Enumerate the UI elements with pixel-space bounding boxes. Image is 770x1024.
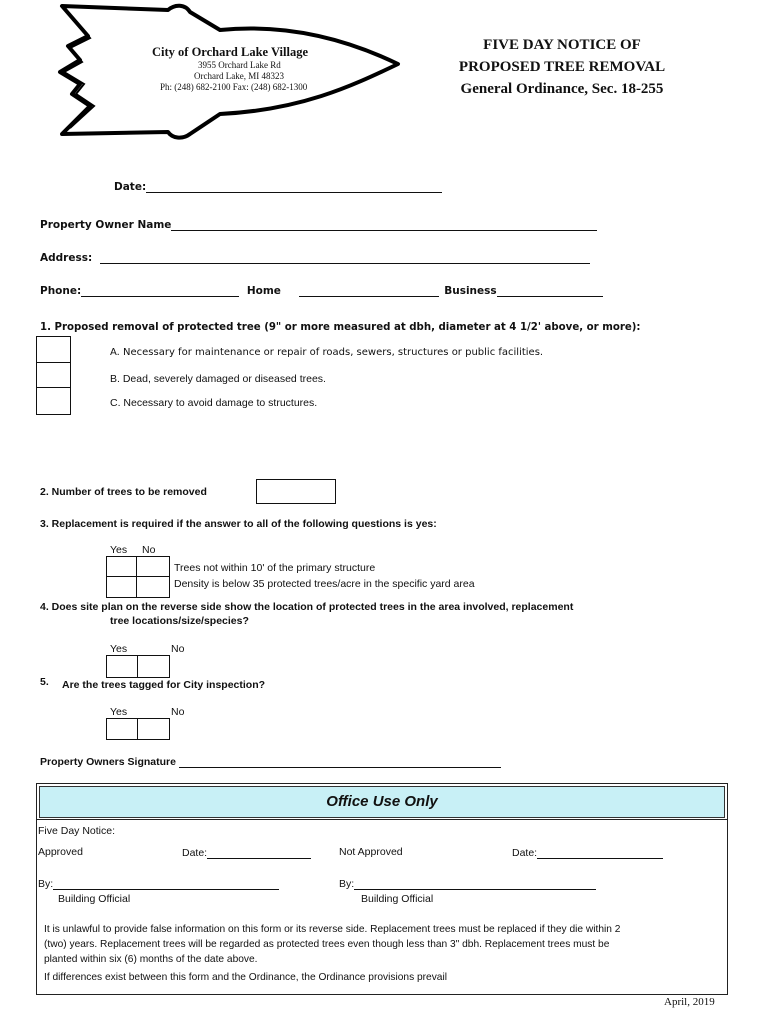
date-field bbox=[114, 180, 442, 193]
q3-row2-no[interactable] bbox=[136, 576, 170, 598]
q3-row1-yes[interactable] bbox=[106, 556, 138, 578]
logo-address-line-2: Orchard Lake, MI 48323 bbox=[194, 71, 284, 81]
phone-label: Phone: bbox=[40, 285, 82, 297]
approved-date-line[interactable] bbox=[207, 846, 311, 859]
title-line-1: FIVE DAY NOTICE OF bbox=[483, 37, 641, 53]
logo-city-name: City of Orchard Lake Village bbox=[152, 45, 309, 59]
q3-row1-text: Trees not within 10' of the primary structure bbox=[174, 562, 376, 574]
footer-date: April, 2019 bbox=[664, 996, 715, 1008]
q4-yes-box[interactable] bbox=[106, 655, 139, 678]
office-notice bbox=[44, 922, 620, 985]
by-line-2[interactable] bbox=[354, 877, 596, 890]
building-official-1: Building Official bbox=[58, 893, 131, 905]
address-field bbox=[40, 251, 590, 264]
home-label: Home bbox=[246, 285, 281, 297]
q3-no-header: No bbox=[142, 544, 156, 556]
phone-field bbox=[40, 284, 603, 297]
home-line[interactable] bbox=[299, 284, 439, 297]
building-official-2: Building Official bbox=[361, 893, 434, 905]
date-label: Date: bbox=[114, 181, 147, 193]
q2-number-input[interactable] bbox=[256, 479, 336, 504]
q3-label: 3. Replacement is required if the answer to all of the following questions is yes: bbox=[40, 518, 437, 530]
q1-option-a: A. Necessary for maintenance or repair of roads, sewers, structures or public facilities. bbox=[110, 347, 544, 358]
owner-line[interactable] bbox=[171, 218, 597, 231]
q4-label-line-1: 4. Does site plan on the reverse side show the location of protected trees in the area involved, replacement bbox=[40, 601, 574, 613]
title-line-2: PROPOSED TREE REMOVAL bbox=[458, 59, 666, 75]
q1-option-b: B. Dead, severely damaged or diseased trees. bbox=[110, 373, 326, 385]
logo-address-line-1: 3955 Orchard Lake Rd bbox=[198, 60, 281, 70]
q4-no-header: No bbox=[171, 643, 185, 655]
q3-row2-text: Density is below 35 protected trees/acre in the specific yard area bbox=[174, 578, 475, 590]
office-separator bbox=[37, 819, 727, 820]
date-line[interactable] bbox=[146, 180, 442, 193]
address-line[interactable] bbox=[100, 251, 590, 264]
notice-line-4: If differences exist between this form and the Ordinance, the Ordinance provisions prevail bbox=[44, 972, 447, 983]
q2-label: 2. Number of trees to be removed bbox=[40, 486, 207, 498]
by-field-2 bbox=[339, 877, 596, 890]
q1-option-c: C. Necessary to avoid damage to structures. bbox=[110, 397, 318, 409]
by-label-2: By: bbox=[339, 878, 355, 890]
q5-no-box[interactable] bbox=[137, 718, 170, 740]
address-label: Address: bbox=[40, 252, 93, 264]
business-label: Business bbox=[444, 285, 497, 297]
approved-date-label: Date: bbox=[182, 847, 208, 859]
q5-no-header: No bbox=[171, 706, 185, 718]
title-line-3: General Ordinance, Sec. 18-255 bbox=[460, 81, 664, 97]
q3-row2-yes[interactable] bbox=[106, 576, 138, 598]
q1-label: 1. Proposed removal of protected tree (9" or more measured at dbh, diameter at 4 1/2' above, or more): bbox=[40, 322, 641, 333]
q4-yes-header: Yes bbox=[110, 643, 128, 655]
q3-row1-no[interactable] bbox=[136, 556, 170, 578]
city-logo bbox=[50, 2, 410, 142]
form-title bbox=[432, 34, 692, 100]
q4-label-line-2: tree locations/size/species? bbox=[110, 615, 249, 627]
notice-line-1: It is unlawful to provide false information on this form or its reverse side. Replacement trees must be replaced if they die within 2 bbox=[44, 924, 621, 935]
five-day-notice-label: Five Day Notice: bbox=[38, 825, 116, 837]
q5-label: Are the trees tagged for City inspection? bbox=[62, 679, 266, 691]
q5-number: 5. bbox=[40, 676, 49, 688]
by-field-1 bbox=[38, 877, 279, 890]
signature-label: Property Owners Signature bbox=[40, 756, 176, 768]
signature-field bbox=[40, 755, 501, 768]
by-label-1: By: bbox=[38, 878, 54, 890]
not-approved-date-line[interactable] bbox=[537, 846, 663, 859]
owner-field bbox=[40, 218, 597, 231]
office-header-text: Office Use Only bbox=[326, 793, 438, 810]
owner-label: Property Owner Name bbox=[40, 219, 172, 231]
logo-phone: Ph: (248) 682-2100 Fax: (248) 682-1300 bbox=[160, 82, 308, 92]
by-line-1[interactable] bbox=[53, 877, 279, 890]
q1-checkbox-b[interactable] bbox=[36, 362, 71, 389]
notice-line-2: (two) years. Replacement trees will be regarded as protected trees even though less than 3" dbh. Replacement trees must be bbox=[44, 939, 610, 950]
notice-line-3: planted within six (6) months of the date above. bbox=[44, 954, 258, 965]
phone-line[interactable] bbox=[81, 284, 239, 297]
q5-yes-header: Yes bbox=[110, 706, 128, 718]
q1-checkbox-c[interactable] bbox=[36, 387, 71, 415]
approved-date-field bbox=[182, 846, 311, 859]
not-approved-date-label: Date: bbox=[512, 847, 538, 859]
signature-line[interactable] bbox=[179, 755, 501, 768]
office-header bbox=[39, 786, 725, 818]
approved-label: Approved bbox=[38, 846, 83, 858]
business-line[interactable] bbox=[497, 284, 603, 297]
q3-yes-header: Yes bbox=[110, 544, 128, 556]
q1-checkbox-a[interactable] bbox=[36, 336, 71, 364]
q4-no-box[interactable] bbox=[137, 655, 170, 678]
not-approved-date-field bbox=[512, 846, 663, 859]
q5-yes-box[interactable] bbox=[106, 718, 139, 740]
not-approved-label: Not Approved bbox=[339, 846, 403, 858]
